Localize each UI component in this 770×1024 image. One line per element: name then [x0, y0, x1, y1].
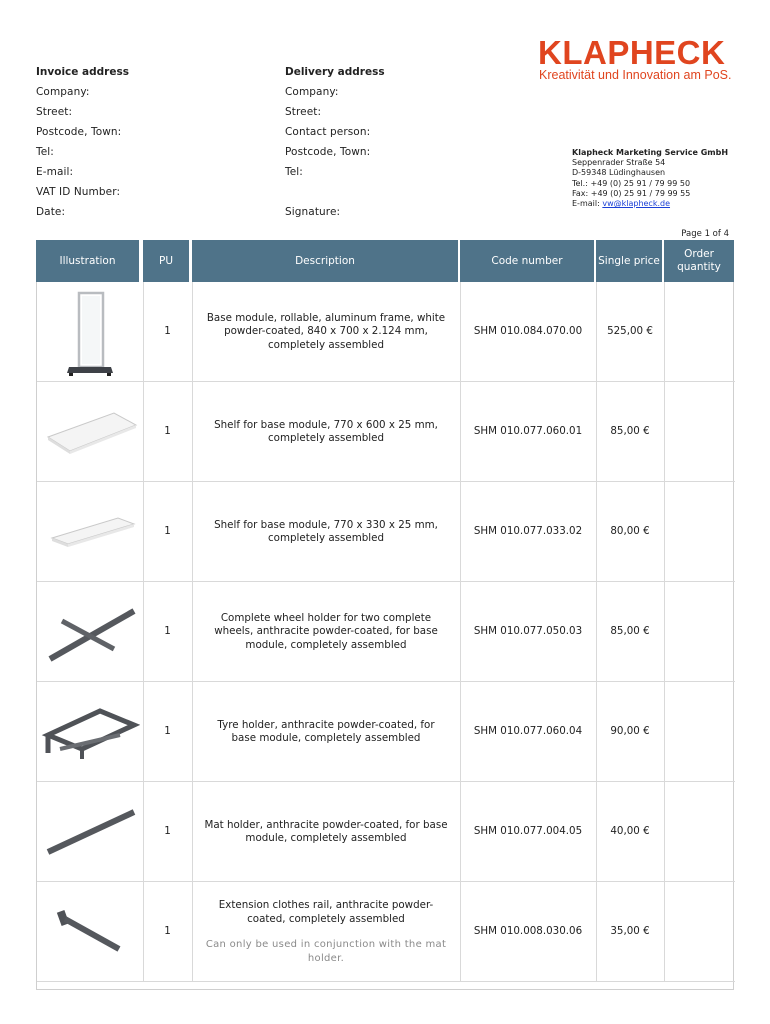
- company-email-link[interactable]: vw@klapheck.de: [602, 199, 671, 209]
- delivery-postcode-label: Postcode, Town:: [285, 146, 371, 158]
- klapheck-logo: KLAPHECK: [538, 34, 726, 71]
- pu-cell: 1: [164, 725, 171, 738]
- delivery-tel-label: Tel:: [285, 166, 303, 178]
- product-table: [36, 240, 734, 282]
- order-quantity-input[interactable]: [664, 282, 735, 382]
- company-city: D-59348 Lüdinghausen: [572, 168, 666, 178]
- code-number-cell: SHM 010.077.060.01: [473, 425, 583, 438]
- table-body: [36, 282, 734, 990]
- company-info: [572, 148, 728, 209]
- company-email-line: [572, 199, 728, 209]
- invoice-email-label: E-mail:: [36, 166, 74, 178]
- table-row: [37, 882, 735, 982]
- order-quantity-input[interactable]: [664, 582, 735, 682]
- col-single-price: Single price: [596, 240, 662, 282]
- code-number-cell: SHM 010.077.060.04: [473, 725, 583, 738]
- clothes-rail-icon: [37, 882, 143, 982]
- single-price-cell: 525,00 €: [607, 325, 653, 338]
- table-row: [37, 282, 735, 382]
- logo-tagline: Kreativität und Innovation am PoS.: [539, 68, 732, 82]
- description-cell: [192, 382, 460, 482]
- company-street: Seppenrader Straße 54: [572, 158, 666, 168]
- delivery-company-label: Company:: [285, 86, 339, 98]
- company-email-label: E-mail:: [572, 199, 603, 209]
- description-cell: [192, 782, 460, 882]
- col-illustration: Illustration: [36, 240, 139, 282]
- mat-holder-icon: [37, 782, 143, 882]
- col-code-number: Code number: [460, 240, 594, 282]
- code-number-cell: SHM 010.077.050.03: [473, 625, 583, 638]
- code-number-cell: SHM 010.077.004.05: [473, 825, 583, 838]
- company-tel: Tel.: +49 (0) 25 91 / 79 99 50: [572, 178, 691, 188]
- code-number-cell: SHM 010.077.033.02: [473, 525, 583, 538]
- table-row: [37, 382, 735, 482]
- company-name: Klapheck Marketing Service GmbH: [572, 148, 729, 157]
- small-shelf-icon: [37, 482, 143, 582]
- description-cell: [192, 482, 460, 582]
- table-row: [37, 782, 735, 882]
- order-quantity-input[interactable]: [664, 782, 735, 882]
- order-quantity-input[interactable]: [664, 382, 735, 482]
- invoice-vat-label: VAT ID Number:: [36, 186, 121, 198]
- table-row: [37, 482, 735, 582]
- pu-cell: 1: [164, 425, 171, 438]
- invoice-address-title: Invoice address: [36, 66, 129, 78]
- base-module-frame-icon: [37, 282, 143, 382]
- description-text: Tyre holder, anthracite powder-coated, for base module, completely assembled: [217, 718, 435, 744]
- invoice-date-label: Date:: [36, 206, 66, 218]
- description-note: Can only be used in conjunction with the mat holder.: [205, 939, 447, 964]
- pu-cell: 1: [164, 525, 171, 538]
- pu-cell: 1: [164, 925, 171, 938]
- description-cell: [192, 682, 460, 782]
- description-cell: [192, 282, 460, 382]
- pu-cell: 1: [164, 325, 171, 338]
- wheel-holder-icon: [37, 582, 143, 682]
- single-price-cell: 85,00 €: [610, 425, 650, 438]
- description-text: Base module, rollable, aluminum frame, white powder-coated, 840 x 700 x 2.124 mm, completely assembled: [206, 311, 446, 351]
- invoice-tel-label: Tel:: [36, 146, 54, 158]
- code-number-cell: SHM 010.008.030.06: [473, 925, 583, 938]
- pu-cell: 1: [164, 625, 171, 638]
- delivery-contact-label: Contact person:: [285, 126, 371, 138]
- order-quantity-input[interactable]: [664, 482, 735, 582]
- code-number-cell: SHM 010.084.070.00: [473, 325, 583, 338]
- single-price-cell: 90,00 €: [610, 725, 650, 738]
- delivery-address-title: Delivery address: [285, 66, 385, 78]
- pu-cell: 1: [164, 825, 171, 838]
- table-row: [37, 582, 735, 682]
- large-shelf-icon: [37, 382, 143, 482]
- col-order-quantity: Order quantity: [664, 240, 734, 282]
- table-header: [36, 240, 734, 282]
- description-cell: [192, 882, 460, 982]
- description-text: Extension clothes rail, anthracite powder-coated, completely assembled: [218, 899, 434, 925]
- single-price-cell: 40,00 €: [610, 825, 650, 838]
- col-pu: PU: [143, 240, 189, 282]
- invoice-street-label: Street:: [36, 106, 73, 118]
- description-cell: [192, 582, 460, 682]
- description-text: Shelf for base module, 770 x 330 x 25 mm, completely assembled: [214, 518, 438, 544]
- order-quantity-input[interactable]: [664, 882, 735, 982]
- page-number: Page 1 of 4: [681, 229, 729, 239]
- delivery-street-label: Street:: [285, 106, 322, 118]
- signature-label: Signature:: [285, 206, 341, 218]
- single-price-cell: 85,00 €: [610, 625, 650, 638]
- description-text: Shelf for base module, 770 x 600 x 25 mm, completely assembled: [214, 418, 438, 444]
- description-text: Complete wheel holder for two complete wheels, anthracite powder-coated, for base module, completely assembled: [214, 611, 438, 651]
- col-description: Description: [192, 240, 458, 282]
- single-price-cell: 35,00 €: [610, 925, 650, 938]
- tyre-holder-icon: [37, 682, 143, 782]
- single-price-cell: 80,00 €: [610, 525, 650, 538]
- invoice-postcode-label: Postcode, Town:: [36, 126, 122, 138]
- description-text: Mat holder, anthracite powder-coated, for base module, completely assembled: [204, 818, 448, 844]
- invoice-company-label: Company:: [36, 86, 90, 98]
- order-quantity-input[interactable]: [664, 682, 735, 782]
- table-row: [37, 682, 735, 782]
- company-fax: Fax: +49 (0) 25 91 / 79 99 55: [572, 188, 691, 198]
